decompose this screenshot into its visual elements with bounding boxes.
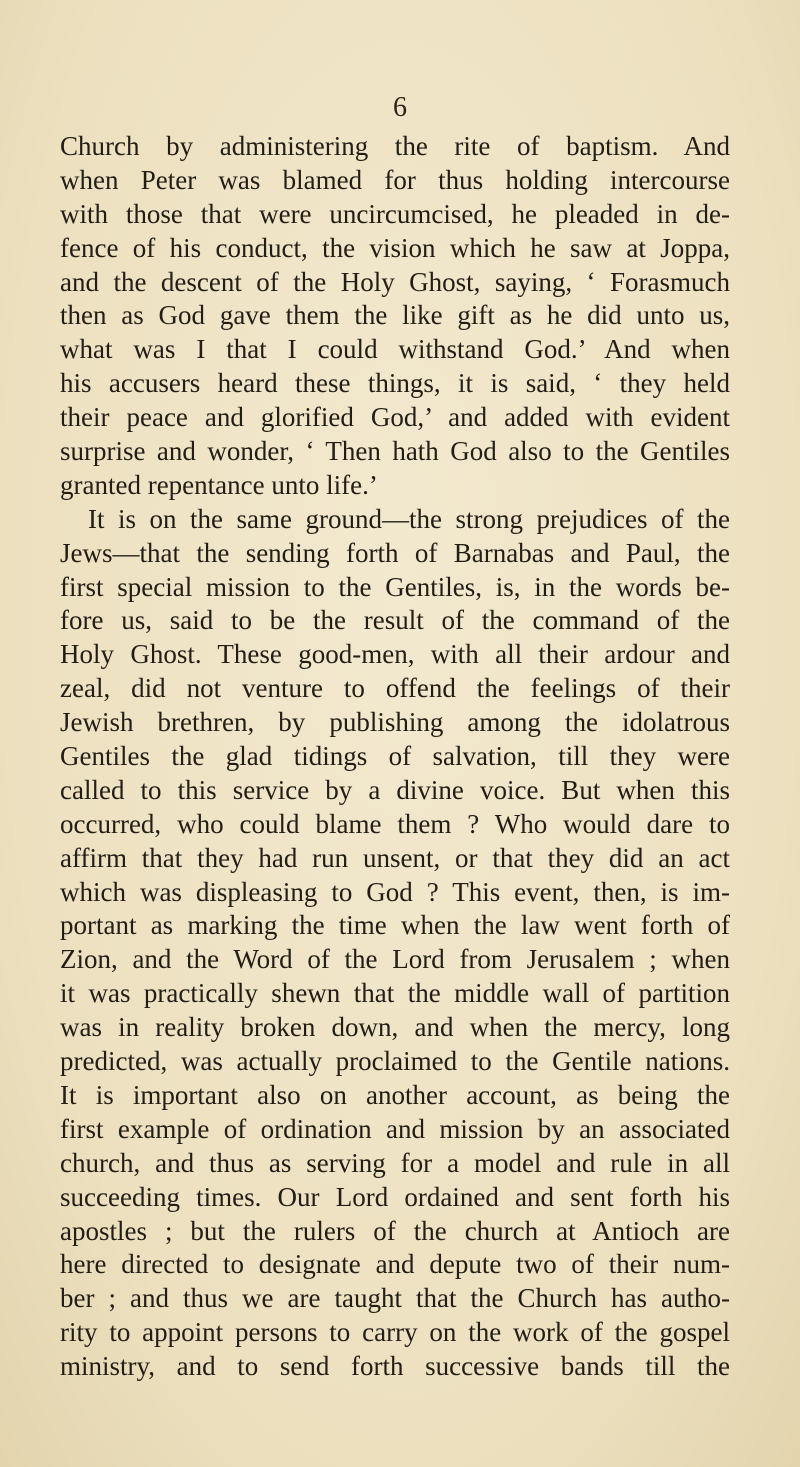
body-text: [60, 130, 730, 1384]
text-line: It is important also on another account, as being the: [60, 1079, 730, 1110]
text-line: Holy Ghost. These good-men, with all their ardour and: [60, 639, 730, 670]
text-line: affirm that they had run unsent, or that they did an act: [60, 842, 730, 873]
text-line: Church by administering the rite of baptism. And: [60, 131, 730, 161]
text-line: Jewish brethren, by publishing among the idolatrous: [60, 707, 730, 738]
text-line: then as God gave them the like gift as he did unto us,: [60, 300, 730, 331]
text-line: surprise and wonder, ‘ Then hath God also to the Gentiles: [60, 436, 730, 467]
text-line: ministry, and to send forth successive bands till the: [60, 1351, 730, 1382]
text-line: church, and thus as serving for a model and rule in all: [60, 1147, 730, 1178]
text-line: ber ; and thus we are taught that the Church has autho-: [60, 1283, 730, 1314]
text-line: it was practically shewn that the middle wall of partition: [60, 978, 730, 1009]
text-line: when Peter was blamed for thus holding intercourse: [60, 164, 730, 195]
text-line: fence of his conduct, the vision which he saw at Joppa,: [60, 232, 730, 263]
text-line: Zion, and the Word of the Lord from Jerusalem ; when: [60, 944, 730, 975]
text-line: zeal, did not venture to offend the feelings of their: [60, 673, 730, 704]
text-line: which was displeasing to God ? This event, then, is im-: [60, 876, 730, 907]
text-line: granted repentance unto life.’: [60, 469, 378, 500]
text-line: first special mission to the Gentiles, is, in the words be-: [60, 571, 730, 602]
text-line: portant as marking the time when the law went forth of: [60, 910, 730, 941]
text-line: was in reality broken down, and when the mercy, long: [60, 1012, 730, 1043]
text-line: apostles ; but the rulers of the church at Antioch are: [60, 1215, 730, 1246]
text-line: occurred, who could blame them ? Who would dare to: [60, 808, 730, 839]
text-line: what was I that I could withstand God.’ And when: [60, 334, 730, 365]
text-line: Jews—that the sending forth of Barnabas and Paul, the: [60, 537, 730, 568]
text-line: Gentiles the glad tidings of salvation, till they were: [60, 741, 730, 772]
text-line: first example of ordination and mission by an associated: [60, 1113, 730, 1144]
text-line: their peace and glorified God,’ and added with evident: [60, 402, 730, 433]
text-line: It is on the same ground—the strong prejudices of the: [88, 503, 730, 534]
text-line: his accusers heard these things, it is said, ‘ they held: [60, 368, 730, 399]
text-line: here directed to designate and depute two of their num-: [60, 1249, 730, 1280]
text-line: predicted, was actually proclaimed to the Gentile nations.: [60, 1046, 730, 1077]
page-number: 6: [393, 92, 407, 123]
text-line: with those that were uncircumcised, he pleaded in de-: [60, 198, 730, 229]
text-line: fore us, said to be the result of the command of the: [60, 605, 730, 636]
text-line: called to this service by a divine voice. But when this: [60, 774, 730, 805]
text-line: rity to appoint persons to carry on the work of the gospel: [60, 1317, 730, 1348]
text-line: succeeding times. Our Lord ordained and sent forth his: [60, 1181, 730, 1212]
text-line: and the descent of the Holy Ghost, saying, ‘ Forasmuch: [60, 266, 730, 297]
